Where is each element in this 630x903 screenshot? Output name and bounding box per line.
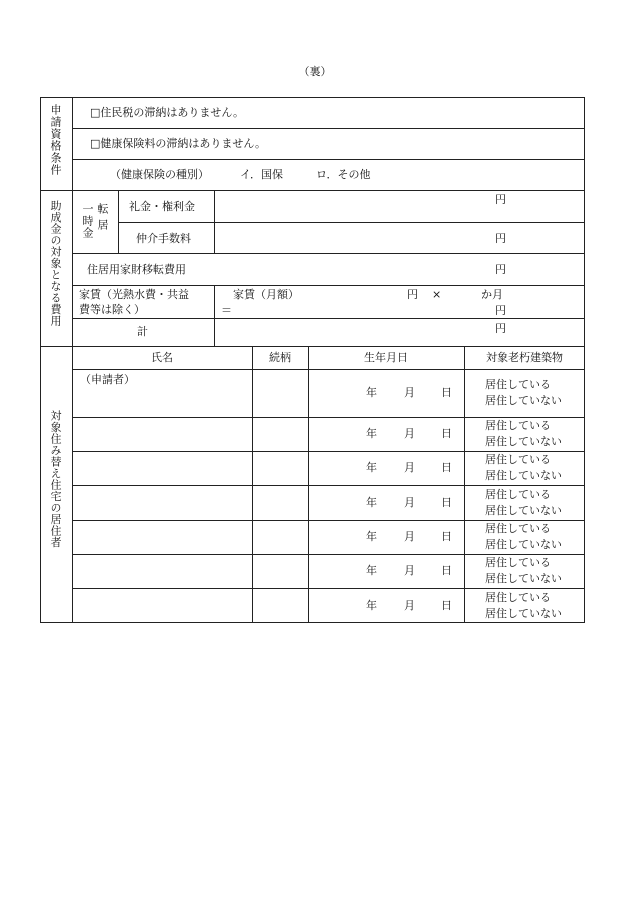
birth-year-unit[interactable]: 年 <box>366 599 377 612</box>
total-yen[interactable]: 円 <box>495 322 506 335</box>
living-no-option[interactable]: 居住していない <box>485 435 562 448</box>
col-header-old-building: 対象老朽建築物 <box>486 351 563 364</box>
living-no-option[interactable]: 居住していない <box>485 469 562 482</box>
living-no-option[interactable]: 居住していない <box>485 504 562 517</box>
rent-monthly-yen[interactable]: 円 <box>407 288 418 301</box>
living-no-option[interactable]: 居住していない <box>485 538 562 551</box>
rent-total-yen[interactable]: 円 <box>495 304 506 317</box>
costs-section-label: 助成金の対象となる費用 <box>49 200 62 327</box>
rent-monthly-label: 家賃（月額） <box>233 288 299 301</box>
residents-section-label: 対象住み替え住宅の居住者 <box>49 410 62 548</box>
health-insurance-checkbox[interactable]: □健康保険料の滞納はありません。 <box>90 137 267 150</box>
insurance-type-other[interactable]: ロ．その他 <box>316 168 371 181</box>
rent-times-sign: × <box>432 288 442 301</box>
birth-day-unit[interactable]: 日 <box>441 599 452 612</box>
brokerage-fee-yen[interactable]: 円 <box>495 232 506 245</box>
birth-day-unit[interactable]: 日 <box>441 530 452 543</box>
col-header-birthdate: 生年月日 <box>364 351 408 364</box>
birth-year-unit[interactable]: 年 <box>366 564 377 577</box>
residence-tax-checkbox[interactable]: □住民税の滞納はありません。 <box>90 106 245 119</box>
birth-day-unit[interactable]: 日 <box>441 386 452 399</box>
birth-year-unit[interactable]: 年 <box>366 530 377 543</box>
moving-cost-yen[interactable]: 円 <box>495 263 506 276</box>
living-yes-option[interactable]: 居住している <box>485 522 551 535</box>
insurance-type-label: （健康保険の種別） <box>110 168 209 181</box>
birth-month-unit[interactable]: 月 <box>404 599 415 612</box>
resident-row-1[interactable] <box>72 369 585 417</box>
birth-year-unit[interactable]: 年 <box>366 386 377 399</box>
birth-day-unit[interactable]: 日 <box>441 427 452 440</box>
moving-cost-label: 住居用家財移転費用 <box>87 263 186 276</box>
birth-day-unit[interactable]: 日 <box>441 564 452 577</box>
insurance-type-kokuho[interactable]: イ．国保 <box>240 168 284 181</box>
birth-month-unit[interactable]: 月 <box>404 496 415 509</box>
lump-sum-label: 一時金 <box>81 203 94 239</box>
eligibility-section-label: 申請資格条件 <box>49 104 62 176</box>
birth-year-unit[interactable]: 年 <box>366 461 377 474</box>
relocation-label: 転居 <box>96 203 109 235</box>
rent-equals-sign: ＝ <box>221 304 232 317</box>
total-label: 計 <box>137 325 148 338</box>
key-money-label: 礼金・権利金 <box>129 200 195 213</box>
rent-months-unit[interactable]: か月 <box>481 288 503 301</box>
living-no-option[interactable]: 居住していない <box>485 572 562 585</box>
birth-month-unit[interactable]: 月 <box>404 461 415 474</box>
birth-month-unit[interactable]: 月 <box>404 386 415 399</box>
birth-year-unit[interactable]: 年 <box>366 496 377 509</box>
birth-month-unit[interactable]: 月 <box>404 564 415 577</box>
living-yes-option[interactable]: 居住している <box>485 419 551 432</box>
rent-label-line1: 家賃（光熱水費・共益 <box>79 288 189 301</box>
key-money-yen[interactable]: 円 <box>495 193 506 206</box>
col-header-relation: 続柄 <box>269 351 291 364</box>
birth-day-unit[interactable]: 日 <box>441 496 452 509</box>
birth-year-unit[interactable]: 年 <box>366 427 377 440</box>
applicant-note: （申請者） <box>80 373 135 386</box>
living-yes-option[interactable]: 居住している <box>485 488 551 501</box>
living-no-option[interactable]: 居住していない <box>485 607 562 620</box>
living-no-option[interactable]: 居住していない <box>485 394 562 407</box>
col-header-name: 氏名 <box>151 351 173 364</box>
living-yes-option[interactable]: 居住している <box>485 591 551 604</box>
living-yes-option[interactable]: 居住している <box>485 453 551 466</box>
rent-label-line2: 費等は除く） <box>79 303 145 316</box>
page-heading: （裏） <box>298 65 332 78</box>
birth-day-unit[interactable]: 日 <box>441 461 452 474</box>
birth-month-unit[interactable]: 月 <box>404 427 415 440</box>
living-yes-option[interactable]: 居住している <box>485 378 551 391</box>
brokerage-fee-label: 仲介手数料 <box>136 232 191 245</box>
living-yes-option[interactable]: 居住している <box>485 556 551 569</box>
birth-month-unit[interactable]: 月 <box>404 530 415 543</box>
